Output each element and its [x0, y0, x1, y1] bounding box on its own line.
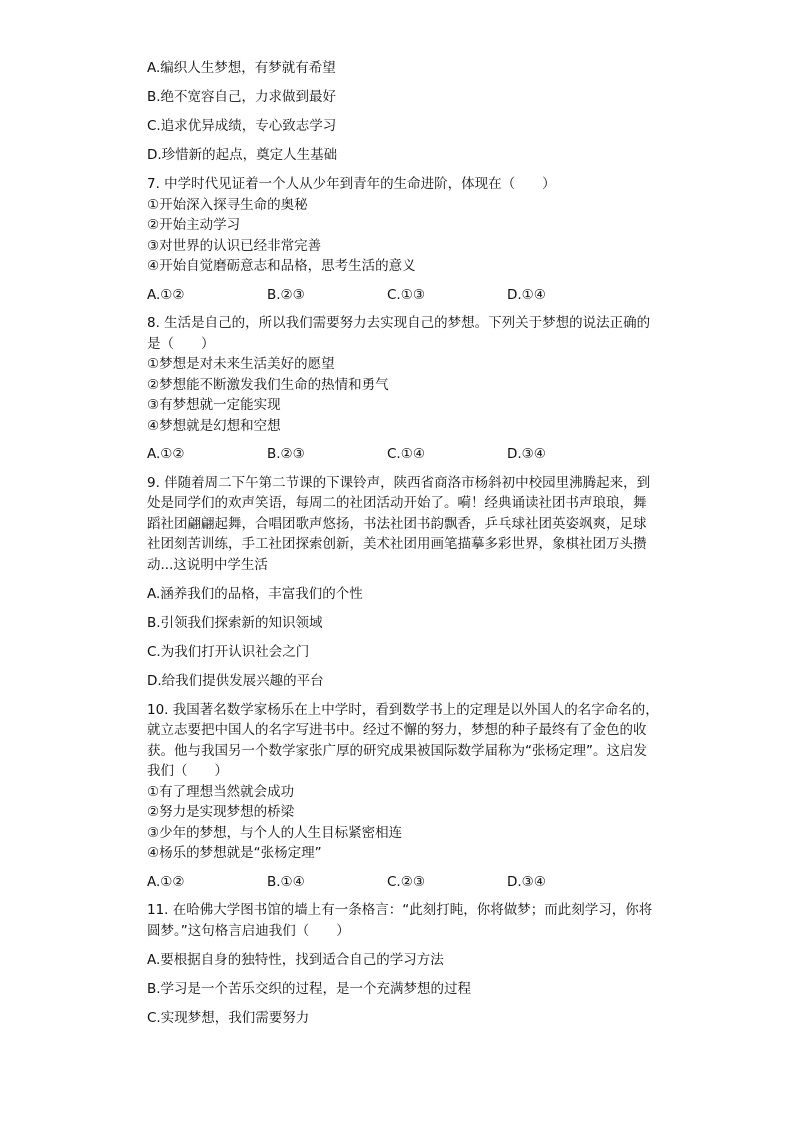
q9-stem-line-3: 蹈社团翩翩起舞，合唱团歌声悠扬，书法社团书韵飘香，乒乓球社团英姿飒爽，足球 [147, 515, 647, 532]
question-9 [147, 473, 667, 692]
q9-stem-line-4: 社团刻苦训练，手工社团探索创新，美术社团用画笔描摹多彩世界，象棋社团万头攒 [147, 536, 647, 552]
q8-choice-c: C.①④ [387, 446, 425, 462]
q10-choice-d: D.③④ [507, 873, 546, 890]
q7-choice-b: B.②③ [267, 286, 305, 303]
q11-stem-line-2: 圆梦。”这句格言启迪我们（ ） [147, 922, 350, 939]
q7-statement-1: ①开始深入探寻生命的奥秘 [147, 196, 308, 213]
q6-option-d: D.珍惜新的起点，奠定人生基础 [147, 147, 338, 163]
q9-stem-line-2: 处是同学们的欢声笑语，每周二的社团活动开始了。嗬！经典诵读社团书声琅琅，舞 [147, 495, 647, 511]
q8-choice-d: D.③④ [507, 446, 546, 462]
q6-option-b: B.绝不宽容自己，力求做到最好 [147, 89, 337, 105]
q10-choices [147, 872, 667, 893]
q8-statement-3: ③有梦想就一定能实现 [147, 397, 281, 413]
question-8 [147, 313, 667, 465]
q11-option-a: A.要根据自身的独特性，找到适合自己的学习方法 [147, 951, 444, 968]
question-11 [147, 900, 667, 1028]
q10-stem-line-4: 我们（ ） [147, 763, 228, 779]
q11-stem-line-1: 11. 在哈佛大学图书馆的墙上有一条格言：“此刻打盹，你将做梦；而此刻学习，你将 [147, 902, 653, 918]
question-10 [147, 700, 667, 893]
q10-stem-line-1: 10. 我国著名数学家杨乐在上中学时，看到数学书上的定理是以外国人的名字命名的， [147, 701, 659, 718]
q10-choice-c: C.②③ [387, 873, 425, 890]
q9-option-a: A.涵养我们的品格，丰富我们的个性 [147, 585, 363, 602]
q8-choices [147, 444, 667, 465]
q9-option-c: C.为我们打开认识社会之门 [147, 643, 310, 660]
q7-choice-a: A.①② [147, 286, 185, 303]
q6-option-c: C.追求优异成绩，专心致志学习 [147, 118, 337, 134]
q7-statement-3: ③对世界的认识已经非常完善 [147, 237, 322, 254]
question-7 [147, 174, 667, 305]
q10-statement-3: ③少年的梦想，与个人的人生目标紧密相连 [147, 824, 403, 841]
q6-options [147, 58, 667, 166]
q7-choice-c: C.①③ [387, 286, 425, 303]
q8-stem-line-1: 8. 生活是自己的，所以我们需要努力去实现自己的梦想。下列关于梦想的说法正确的 [147, 315, 651, 331]
q8-stem-line-2: 是（ ） [147, 335, 215, 352]
q8-statement-4: ④梦想就是幻想和空想 [147, 417, 281, 434]
q9-option-d: D.给我们提供发展兴趣的平台 [147, 672, 324, 689]
q7-choices [147, 285, 667, 306]
q9-stem-line-5: 动...这说明中学生活 [147, 556, 268, 573]
q9-option-b: B.引领我们探索新的知识领域 [147, 614, 323, 631]
q8-choice-b: B.②③ [267, 446, 305, 462]
q10-choice-a: A.①② [147, 873, 185, 890]
q9-stem-line-1: 9. 伴随着周二下午第二节课的下课铃声，陕西省商洛市杨斜初中校园里沸腾起来，到 [147, 474, 651, 491]
q7-statement-2: ②开始主动学习 [147, 217, 241, 233]
q8-choice-a: A.①② [147, 446, 185, 462]
q7-choice-d: D.①④ [507, 286, 546, 303]
q10-statement-1: ①有了理想当然就会成功 [147, 783, 295, 800]
q10-stem-line-3: 获。他与我国另一个数学家张广厚的研究成果被国际数学届称为“张杨定理”。这启发 [147, 742, 647, 759]
q7-stem: 7. 中学时代见证着一个人从少年到青年的生命进阶，体现在（ ） [147, 176, 556, 192]
q11-option-c: C.实现梦想，我们需要努力 [147, 1009, 310, 1026]
q7-statement-4: ④开始自觉磨砺意志和品格，思考生活的意义 [147, 258, 416, 274]
document-page [147, 58, 667, 1037]
q10-statement-4: ④杨乐的梦想就是“张杨定理” [147, 845, 322, 861]
q10-stem-line-2: 就立志要把中国人的名字写进书中。经过不懈的努力，梦想的种子最终有了金色的收 [147, 722, 647, 738]
q10-choice-b: B.①④ [267, 873, 305, 890]
q11-option-b: B.学习是一个苦乐交织的过程，是一个充满梦想的过程 [147, 980, 472, 997]
q8-statement-2: ②梦想能不断激发我们生命的热情和勇气 [147, 376, 389, 393]
q8-statement-1: ①梦想是对未来生活美好的愿望 [147, 356, 335, 372]
q10-statement-2: ②努力是实现梦想的桥梁 [147, 804, 295, 820]
q6-option-a: A.编织人生梦想，有梦就有希望 [147, 60, 336, 76]
